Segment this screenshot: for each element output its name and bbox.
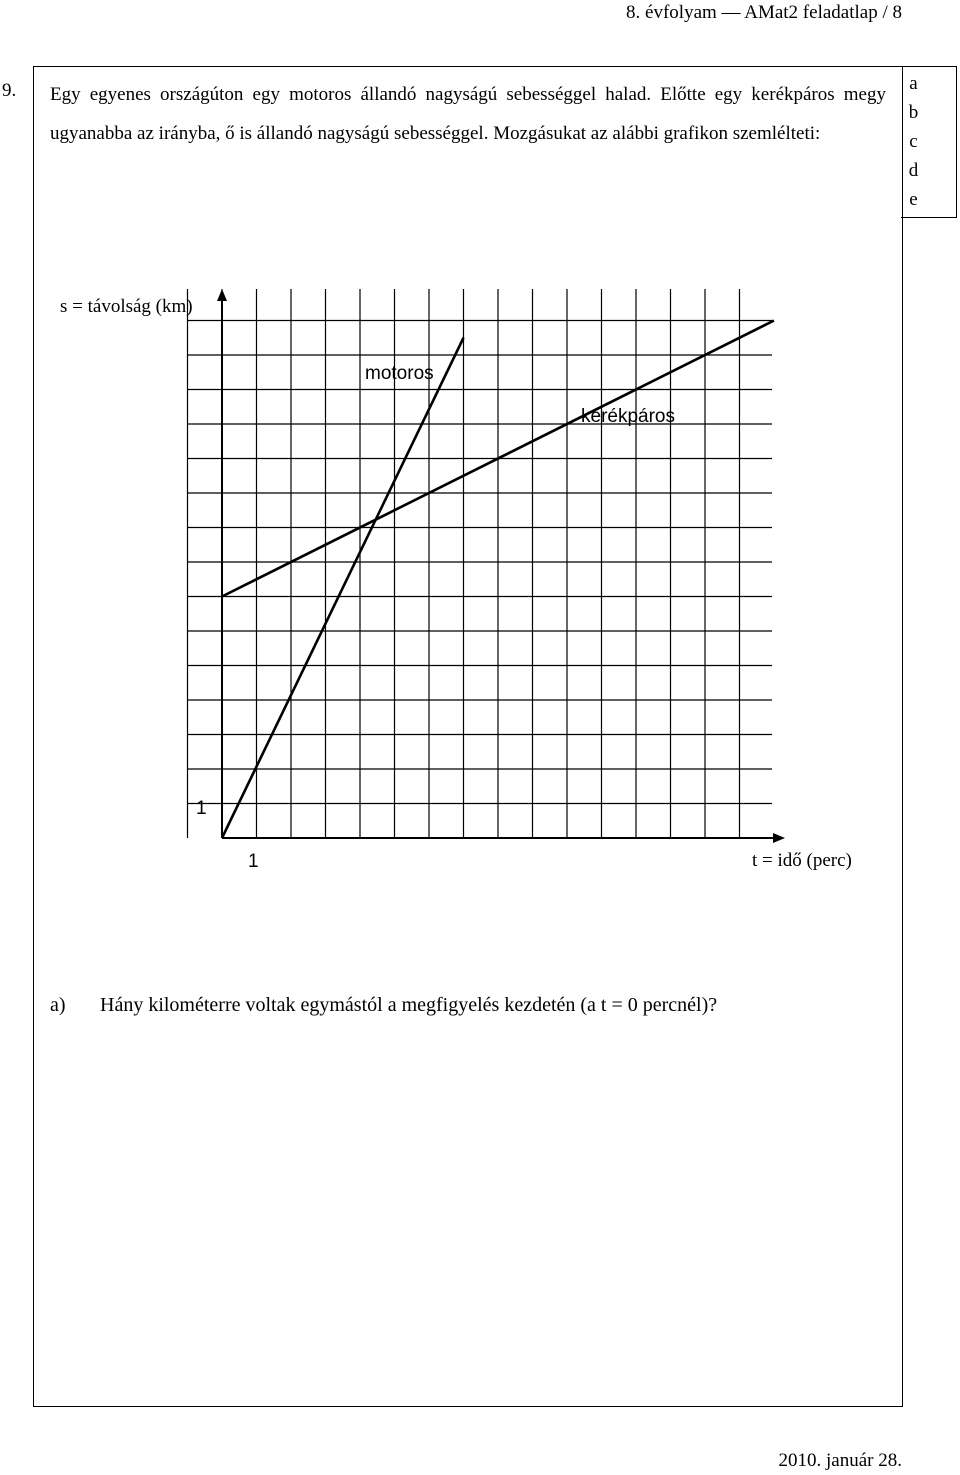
y-axis-arrow bbox=[217, 289, 227, 301]
page-header: 8. évfolyam — AMat2 feladatlap / 8 bbox=[626, 2, 902, 23]
score-letter-d: d bbox=[908, 160, 919, 182]
task-paragraph: Egy egyenes országúton egy motoros állandó nagyságú sebességgel halad. Előtte egy kerékpáros megy ugyanabba az irányba, ő is állandó nagyságú sebességgel. Mozgásukat az alábbi grafikon szemlélteti: bbox=[50, 84, 886, 144]
score-letter-e: e bbox=[909, 189, 918, 211]
chart-axes bbox=[217, 289, 785, 843]
page-footer-date: 2010. január 28. bbox=[778, 1450, 902, 1471]
x-tick-label: 1 bbox=[248, 851, 259, 872]
y-axis-label: s = távolság (km) bbox=[60, 296, 193, 317]
series-line-motoros bbox=[222, 338, 464, 838]
question-a-text: Hány kilométerre voltak egymástól a megfigyelés kezdetén (a t = 0 percnél)? bbox=[100, 994, 718, 1016]
question-a bbox=[50, 994, 717, 1017]
score-letter-c: c bbox=[909, 130, 918, 152]
series-label-kerekparos: kerékpáros bbox=[581, 406, 675, 427]
score-letter-b: b bbox=[908, 101, 919, 123]
question-a-label: a) bbox=[50, 994, 66, 1016]
x-axis-label: t = idő (perc) bbox=[752, 850, 852, 871]
x-axis-arrow bbox=[773, 833, 785, 843]
series-label-motoros: motoros bbox=[365, 363, 434, 384]
chart-grid bbox=[187, 289, 772, 838]
y-tick-label: 1 bbox=[196, 798, 207, 819]
task-number: 9. bbox=[2, 80, 17, 101]
score-letter-a: a bbox=[909, 72, 918, 94]
